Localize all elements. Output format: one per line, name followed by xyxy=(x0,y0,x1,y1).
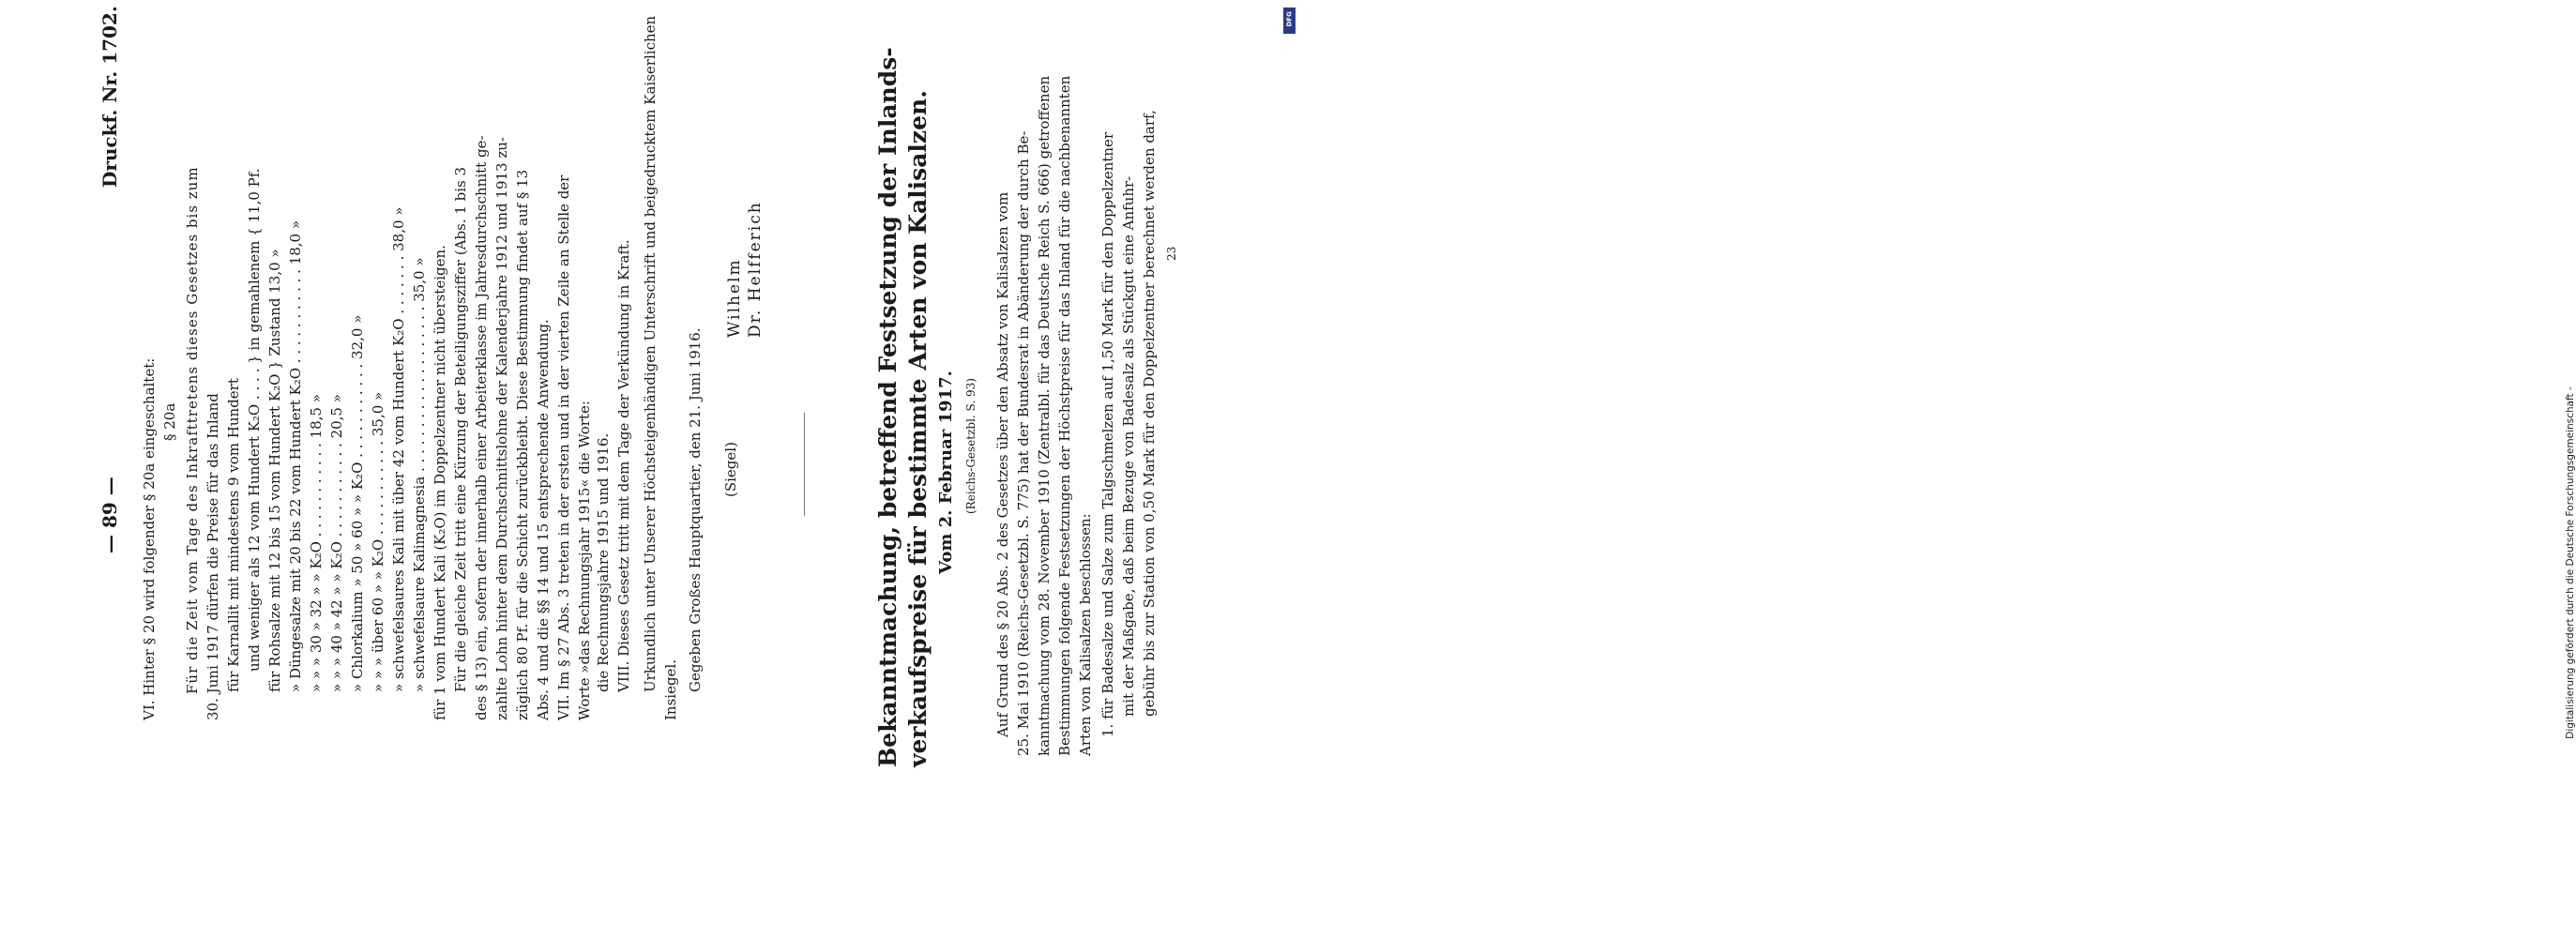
price-row: für Rohsalze mit 12 bis 15 vom Hundert K₂O } Zustand 13,0 » xyxy=(266,249,283,692)
body-line: Für die Zeit vom Tage des Inkrafttretens dieses Gesetzes bis zum xyxy=(184,166,201,694)
signature-helfferich: Dr. Helfferich xyxy=(746,201,765,338)
body-line: züglich 80 Pf. für die Schicht zurückbleibt. Diese Bestimmung findet auf § 13 xyxy=(514,169,531,720)
price-row: » Düngesalze mit 20 bis 22 vom Hundert K₂O . . . . . . . . . . . 18,0 » xyxy=(287,219,304,692)
print-reference: Druckf. Nr. 1702. xyxy=(98,6,121,188)
price-row: » schwefelsaures Kali mit über 42 vom Hundert K₂O . . . . . . . 38,0 » xyxy=(390,206,407,692)
section-vi-heading: VI. Hinter § 20 wird folgender § 20a eingeschaltet: xyxy=(141,357,158,720)
footer-number: 23 xyxy=(1165,246,1178,261)
body-line: Für die gleiche Zeit tritt eine Kürzung der Beteiligungsziffer (Abs. 1 bis 3 xyxy=(452,166,469,692)
announcement-title-line2: verkaufspreise für bestimmte Arten von Kalisalzen. xyxy=(904,90,932,767)
section-viii-line: VIII. Dieses Gesetz tritt mit dem Tage der Verkündung in Kraft. xyxy=(615,239,632,692)
body-line: Bestimmungen folgende Festsetzungen der Höchstpreise für das Inland für die nachbenannten xyxy=(1056,75,1073,756)
announcement-reference: (Reichs-Gesetzbl. S. 93) xyxy=(964,378,977,514)
body-line: Insiegel. xyxy=(662,658,679,720)
body-line: 25. Mai 1910 (Reichs-Gesetzbl. S. 775) hat der Bundesrat in Abänderung der durch Be- xyxy=(1015,130,1032,756)
list-item: mit der Maßgabe, daß beim Bezuge von Badesalz als Stückgut eine Anfuhr- xyxy=(1120,175,1137,717)
paragraph-heading: § 20a xyxy=(161,402,178,441)
section-vii-line: VII. Im § 27 Abs. 3 treten in der ersten und in der vierten Zeile an Stelle der xyxy=(555,174,572,720)
body-line: Urkundlich unter Unserer Höchsteigenhändigen Unterschrift und beigedrucktem Kaiserlichen xyxy=(642,15,659,692)
body-line: Worte »das Rechnungsjahr 1915« die Worte: xyxy=(576,401,593,720)
announcement-date: Vom 2. Februar 1917. xyxy=(936,371,956,574)
body-line: die Rechnungsjahre 1915 und 1916. xyxy=(595,432,612,692)
list-item: 1. für Badesalze und Salze zum Talgschmelzen auf 1,50 Mark für den Doppelzentner xyxy=(1099,131,1116,737)
body-line: 30. Juni 1917 dürfen die Preise für das Inland xyxy=(205,393,221,720)
list-item: gebühr bis zur Station von 0,50 Mark für den Doppelzentner berechnet werden darf, xyxy=(1141,110,1158,717)
announcement-title-line1: Bekanntmachung, betreffend Festsetzung der Inlands- xyxy=(874,47,902,767)
given-line: Gegeben Großes Hauptquartier, den 21. Juni 1916. xyxy=(687,327,704,692)
price-row: » schwefelsaure Kalimagnesia . . . . . . . . . . . . . . . . . . . 35,0 » xyxy=(411,257,428,692)
body-line: für 1 vom Hundert Kali (K₂O) im Doppelzentner nicht übersteigen. xyxy=(432,245,448,720)
divider-rule xyxy=(804,413,805,516)
body-line: des § 13) ein, sofern der innerhalb einer Arbeiterklasse im Jahresdurchschnitt ge- xyxy=(473,135,490,720)
credit-text: Digitalisierung gefördert durch die Deutsche Forschungsgemeinschaft - xyxy=(2565,386,2576,739)
seal-text: (Siegel) xyxy=(722,442,739,497)
body-line: zahlte Lohn hinter dem Durchschnittslohne der Kalenderjahre 1912 und 1913 zu- xyxy=(493,136,510,720)
price-row: » » » über 60 » » K₂O . . . . . . . . . . . 35,0 » xyxy=(370,391,386,692)
page-number: — 89 — xyxy=(98,477,121,553)
price-row: » Chlorkalium » 50 » 60 » » K₂O . . . . . . . . . . . 32,0 » xyxy=(349,314,366,692)
dfg-logo-text: DFG xyxy=(1285,11,1294,27)
price-row: und weniger als 12 vom Hundert K₂O . . . . } in gemahlenem { 11,0 Pf. xyxy=(246,168,263,672)
body-line: Abs. 4 und die §§ 14 und 15 entsprechende Anwendung. xyxy=(535,319,552,720)
dfg-logo xyxy=(1283,8,1296,34)
credit-sidebar xyxy=(1278,0,2576,938)
signature-wilhelm: Wilhelm xyxy=(725,258,744,338)
body-line: kanntmachung vom 28. November 1910 (Zentralbl. für das Deutsche Reich S. 666) getroffenen xyxy=(1036,75,1053,756)
price-row: » » » 40 » 42 » » K₂O . . . . . . . . . . . 20,5 » xyxy=(328,394,345,692)
body-line: Auf Grund des § 20 Abs. 2 des Gesetzes über den Absatz von Kalisalzen vom xyxy=(994,191,1011,737)
price-row: für Karnallit mit mindestens 9 vom Hundert xyxy=(225,378,242,692)
body-line: Arten von Kalisalzen beschlossen: xyxy=(1077,513,1094,756)
price-row: » » » 30 » 32 » » K₂O . . . . . . . . . . . 18,5 » xyxy=(308,394,325,692)
